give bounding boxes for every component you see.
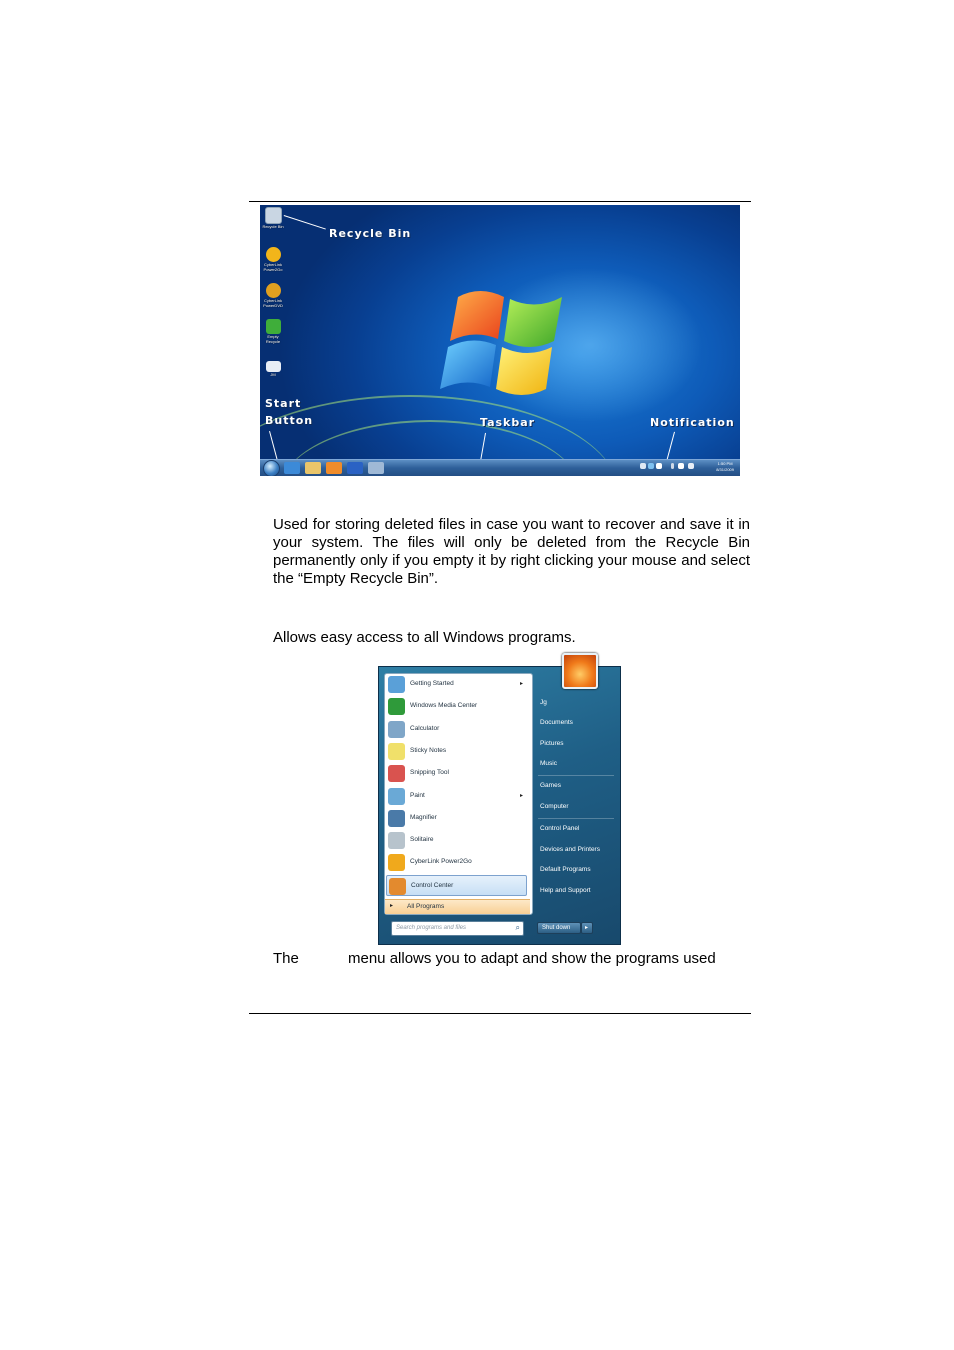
start-menu-item[interactable] <box>386 808 527 829</box>
start-menu-item[interactable] <box>386 719 527 740</box>
taskbar-help-icon[interactable] <box>347 462 363 474</box>
powerdvd-icon <box>266 283 281 298</box>
right-item-documents[interactable]: Documents <box>540 719 573 726</box>
tray-icon[interactable] <box>688 463 694 469</box>
start-menu-description-word: The <box>273 950 299 967</box>
desktop-icon-recycle-bin[interactable] <box>262 207 284 229</box>
start-menu-item-label: Solitaire <box>410 836 434 844</box>
right-item-control-panel[interactable]: Control Panel <box>540 825 580 832</box>
clock-time: 1:50 PM <box>717 461 733 466</box>
search-icon: ⌕ <box>515 923 520 932</box>
annotation-start-button-line1: Start <box>265 397 302 410</box>
desktop-icon-jm[interactable] <box>262 361 284 377</box>
recycle-bin-pointer <box>284 215 326 230</box>
start-menu-item[interactable] <box>386 786 527 807</box>
power2go-icon <box>266 247 281 262</box>
notification-pointer <box>666 432 675 462</box>
shut-down-options-button[interactable] <box>581 922 593 934</box>
chevron-right-icon: ▸ <box>390 903 394 909</box>
sticky-notes-icon <box>388 743 405 760</box>
windows-logo-icon <box>440 283 580 403</box>
right-item-default-programs[interactable]: Default Programs <box>540 866 591 873</box>
right-item-devices-printers[interactable]: Devices and Printers <box>540 846 600 853</box>
desktop-icon-label: CyberLink PowerDVD <box>263 298 283 308</box>
start-menu-item[interactable] <box>386 763 527 784</box>
right-item-user[interactable]: Jg <box>540 699 547 706</box>
right-item-pictures[interactable]: Pictures <box>540 740 564 747</box>
desktop-icon-powerdvd[interactable] <box>262 283 284 308</box>
annotation-notification: Notification <box>650 416 735 429</box>
desktop-icon-label: JM <box>270 372 276 377</box>
start-button[interactable] <box>263 460 280 476</box>
right-item-music[interactable]: Music <box>540 760 557 767</box>
start-menu-item[interactable] <box>386 674 527 695</box>
right-item-games[interactable]: Games <box>540 782 561 789</box>
folder-icon <box>266 361 281 372</box>
chevron-right-icon: ▸ <box>519 792 523 799</box>
tray-icon[interactable] <box>671 463 674 469</box>
recycle-icon <box>266 319 281 334</box>
taskbar-explorer-icon[interactable] <box>305 462 321 474</box>
desktop-icon-label: Empty Recycle <box>265 334 281 344</box>
start-menu-item-label: Sticky Notes <box>410 746 447 754</box>
desktop-screenshot <box>260 205 740 476</box>
start-menu-item[interactable] <box>386 696 527 717</box>
start-menu-description-rest: menu allows you to adapt and show the programs used <box>348 950 716 967</box>
chevron-right-icon: ▸ <box>585 925 589 931</box>
paint-icon <box>388 788 405 805</box>
start-menu-screenshot <box>378 666 621 945</box>
recycle-bin-icon <box>265 207 282 224</box>
desktop-icon-empty-recycle[interactable] <box>262 319 284 344</box>
right-pane-separator <box>538 775 614 776</box>
recycle-bin-description: Used for storing deleted files in case you want to recover and save it in your system. The files will only be deleted from the Recycle Bin permanently only if you empty it by right clicking your mouse and select the “Empty Recycle Bin”. <box>273 516 750 587</box>
annotation-taskbar: Taskbar <box>480 416 536 429</box>
right-pane-separator <box>538 818 614 819</box>
search-placeholder: Search programs and files <box>396 925 467 931</box>
clock-date: 8/31/2009 <box>716 467 734 472</box>
shut-down-button[interactable] <box>537 922 581 934</box>
start-search-input[interactable] <box>391 921 524 936</box>
shut-down-label: Shut down <box>542 925 571 931</box>
taskbar-control-center-icon[interactable] <box>368 462 384 474</box>
all-programs-label: All Programs <box>407 903 445 910</box>
start-menu-item[interactable] <box>386 852 527 873</box>
start-menu-item[interactable] <box>386 741 527 762</box>
control-center-icon <box>389 878 406 895</box>
desktop-icon-power2go[interactable] <box>262 247 284 272</box>
annotation-recycle-bin: Recycle Bin <box>329 227 412 240</box>
desktop-icon-label: CyberLink Power2Go <box>263 262 283 272</box>
scissors-icon <box>388 765 405 782</box>
calculator-icon <box>388 721 405 738</box>
start-menu-item[interactable] <box>386 875 527 896</box>
start-menu-item[interactable] <box>386 830 527 851</box>
start-menu-item-label: Paint <box>410 791 425 799</box>
all-programs-item[interactable] <box>385 899 530 914</box>
start-description: Allows easy access to all Windows programs. <box>273 629 576 646</box>
magnifier-icon <box>388 810 405 827</box>
bottom-rule <box>249 1013 751 1014</box>
start-menu-item-label: Getting Started <box>410 680 454 687</box>
chevron-right-icon: ▸ <box>519 681 523 687</box>
tray-icon[interactable] <box>648 463 654 469</box>
start-menu-item-label: Windows Media Center <box>410 702 478 710</box>
start-menu-item-label: Calculator <box>410 724 440 732</box>
getting-started-icon <box>388 676 405 693</box>
taskbar[interactable] <box>260 459 740 476</box>
tray-icon[interactable] <box>640 463 646 469</box>
user-picture-icon <box>562 653 598 689</box>
taskbar-ie-icon[interactable] <box>284 462 300 474</box>
taskbar-media-player-icon[interactable] <box>326 462 342 474</box>
tray-icon[interactable] <box>656 463 662 469</box>
power2go-icon <box>388 854 405 871</box>
cards-icon <box>388 832 405 849</box>
desktop-icon-label: Recycle Bin <box>262 224 284 229</box>
top-rule <box>249 201 751 202</box>
start-menu-item-label: Magnifier <box>410 813 437 821</box>
start-menu-item-label: Snipping Tool <box>410 769 449 777</box>
taskbar-clock[interactable] <box>716 461 734 473</box>
start-menu-item-label: CyberLink Power2Go <box>410 858 472 866</box>
right-item-help-support[interactable]: Help and Support <box>540 887 591 894</box>
tray-icon[interactable] <box>678 463 684 469</box>
start-menu-item-label: Control Center <box>411 881 454 889</box>
annotation-start-button-line2: Button <box>265 414 314 427</box>
media-center-icon <box>388 698 405 715</box>
right-item-computer[interactable]: Computer <box>540 803 569 810</box>
